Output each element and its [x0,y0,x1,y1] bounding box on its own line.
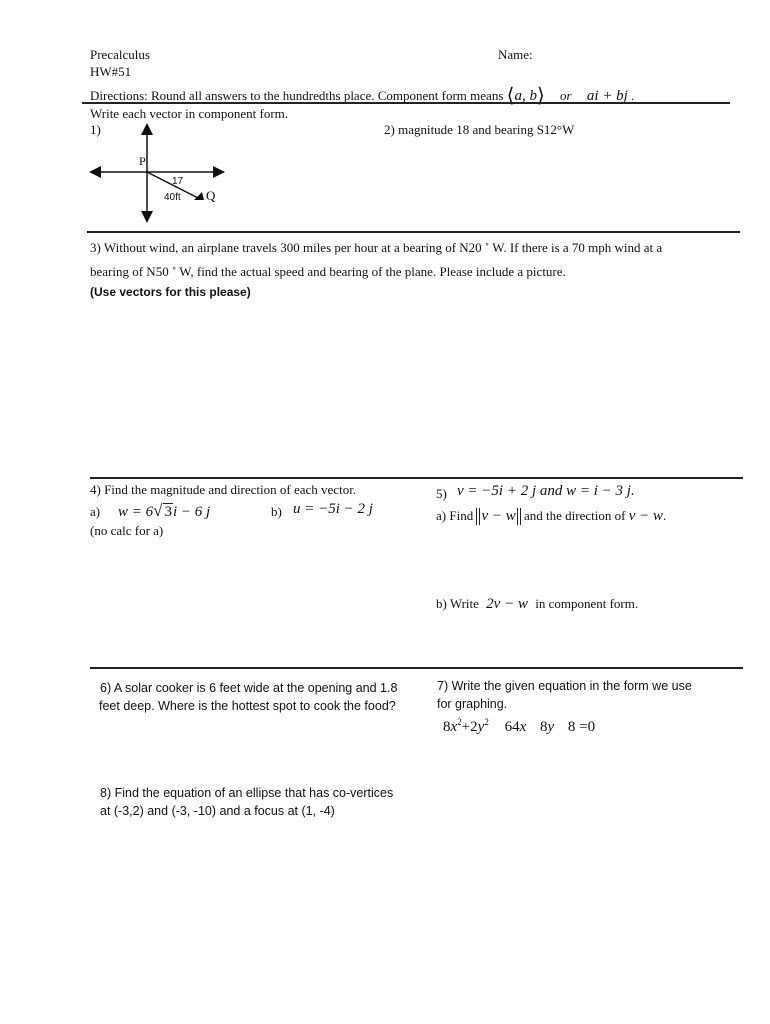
directions-text: Directions: Round all answers to the hundredths place. Component form means [90,88,504,103]
label-p: P [139,154,146,168]
problem5-b [436,596,638,613]
problem5-b-suffix: in component form. [535,596,639,611]
problem4-b-label: b) [271,504,282,519]
angle-open: ⟨ [506,85,515,107]
problem4-a-expr [118,501,210,521]
name-label: Name: [498,47,533,62]
problem2-text: 2) magnitude 18 and bearing S12°W [384,122,575,137]
eq-x-exp: 2 [457,717,462,727]
section3-divider [90,477,743,479]
problem4-a-suffix: i − 6 j [172,504,211,520]
problem8-line1: 8) Find the equation of an ellipse that has co-vertices [100,786,394,800]
eq-end: 8 =0 [567,719,596,735]
problem5-a-expr: v − w [628,508,663,524]
header-divider [82,102,730,104]
problem5-a-suffix: and the direction of [524,508,626,523]
eq-x: x [450,719,458,735]
section4-divider [90,667,743,669]
problem3-line1: 3) Without wind, an airplane travels 300 miles per hour at a bearing of N20 ˚ W. If there is a 70 mph wind at a [90,240,663,255]
section1-instruction: Write each vector in component form. [90,106,289,121]
problem3-line2: bearing of N50 ˚ W, find the actual speed and bearing of the plane. Please include a picture. [90,264,566,279]
problem5-b-label: b) Write [436,596,479,611]
homework-number: HW#51 [90,64,132,79]
problem8-line2: at (-3,2) and (-3, -10) and a focus at (1, -4) [100,804,335,818]
eq-8y-y: y [547,719,555,735]
directions-end: . [631,88,635,103]
eq-64-x: x [519,719,527,735]
problem4-title: 4) Find the magnitude and direction of each vector. [90,482,357,497]
sqrt-symbol: √ [153,501,163,520]
label-17: 17 [172,176,184,187]
problem5-number: 5) [436,486,447,501]
problem6-line2: feet deep. Where is the hottest spot to cook the food? [99,699,396,713]
directions-expr: ai + bj [586,88,628,104]
eq-8: 8 [443,719,451,735]
problem5-b-expr: 2v − w [486,596,528,612]
problem5-given: v = −5i + 2 j and w = i − 3 j. [457,483,635,499]
problem7-line2: for graphing. [437,697,508,711]
component-form-ab: a, b [514,88,537,104]
problem6-line1: 6) A solar cooker is 6 feet wide at the opening and 1.8 [100,681,398,695]
directions-line [90,83,634,108]
eq-8y-coef: 8 [539,719,548,735]
problem7-line1: 7) Write the given equation in the form we use [437,679,692,693]
problem5-a-norm: v − w [481,508,516,524]
problem4-a-prefix: w = 6 [118,504,154,520]
eq-64: 64 [504,719,520,735]
problem5-a-end: . [662,508,667,523]
section1-divider [87,231,740,233]
directions-or: or [560,88,572,103]
problem1-number: 1) [90,122,101,137]
eq-y: y [477,719,485,735]
problem5-a [436,508,666,525]
eq-plus2: +2 [461,719,478,735]
label-40ft: 40ft [164,192,181,203]
problem7-equation [443,717,595,736]
problem5-a-label: a) Find [436,508,474,523]
vector-diagram [80,120,240,230]
problem3-note: (Use vectors for this please) [90,285,251,299]
problem4-a-radicand: 3 [164,504,172,520]
eq-y-exp: 2 [484,717,489,727]
angle-close: ⟩ [536,85,545,107]
norm-outer [476,508,520,525]
problem4-note: (no calc for a) [90,523,164,538]
problem4-a-label: a) [90,504,101,519]
problem4-b-expr: u = −5i − 2 j [293,501,373,517]
label-q: Q [206,188,216,203]
course-title: Precalculus [90,47,150,62]
